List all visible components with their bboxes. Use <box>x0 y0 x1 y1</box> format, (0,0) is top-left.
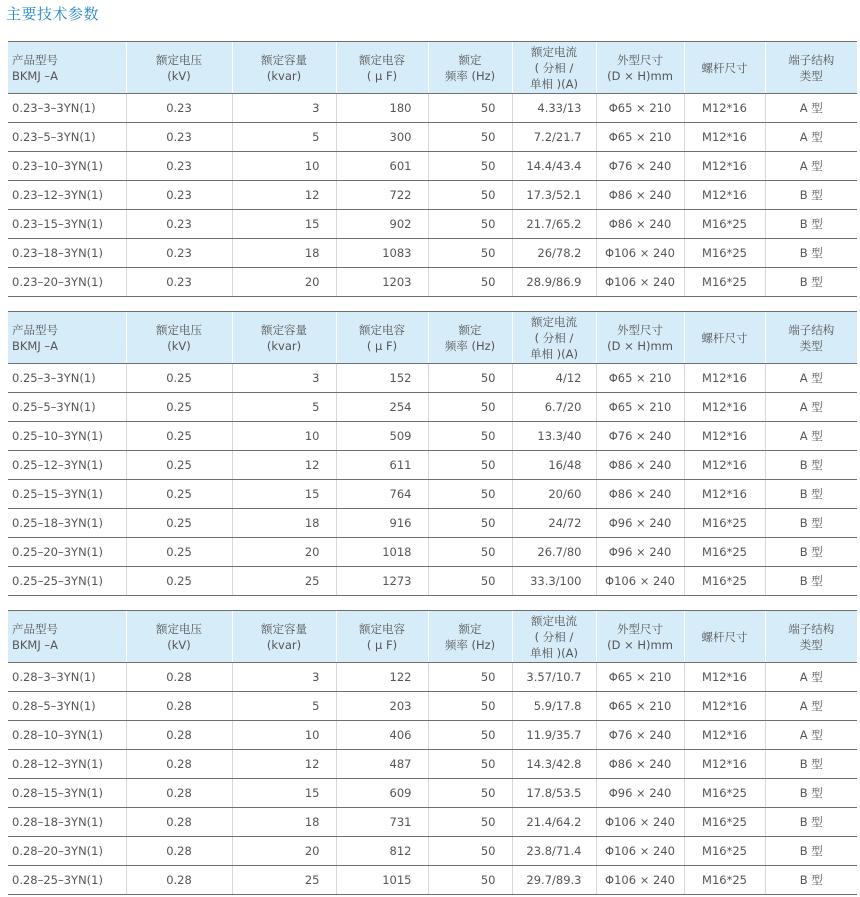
bolt-cell: M12*16 <box>684 692 765 721</box>
frequency-cell: 50 <box>428 451 512 480</box>
current-cell: 4.33/13 <box>512 94 596 123</box>
table-row <box>8 152 857 181</box>
table-row <box>8 509 857 538</box>
model-cell: 0.25–5–3YN(1) <box>8 393 126 422</box>
table-row <box>8 181 857 210</box>
table-row <box>8 210 857 239</box>
terminal-cell: B 型 <box>765 509 857 538</box>
model-cell: 0.28–18–3YN(1) <box>8 808 126 837</box>
frequency-cell: 50 <box>428 567 512 596</box>
voltage-cell: 0.28 <box>126 779 232 808</box>
capacity-cell: 15 <box>232 779 336 808</box>
terminal-cell: A 型 <box>765 692 857 721</box>
col-header-frequency: 额定 频率 (Hz) <box>428 611 512 663</box>
capacitance-cell: 1018 <box>336 538 428 567</box>
capacity-cell: 5 <box>232 123 336 152</box>
capacity-cell: 12 <box>232 750 336 779</box>
bolt-cell: M12*16 <box>684 750 765 779</box>
model-cell: 0.28–10–3YN(1) <box>8 721 126 750</box>
dimensions-cell: Φ96 × 240 <box>596 779 684 808</box>
col-header-frequency: 额定 频率 (Hz) <box>428 42 512 94</box>
page-title: 主要技术参数 <box>6 5 100 23</box>
model-cell: 0.28–15–3YN(1) <box>8 779 126 808</box>
model-cell: 0.28–5–3YN(1) <box>8 692 126 721</box>
col-header-dimensions: 外型尺寸 (D × H)mm <box>596 42 684 94</box>
col-header-model: 产品型号 BKMJ –A <box>8 312 126 364</box>
frequency-cell: 50 <box>428 538 512 567</box>
voltage-cell: 0.25 <box>126 567 232 596</box>
bolt-cell: M16*25 <box>684 866 765 895</box>
dimensions-cell: Φ65 × 210 <box>596 692 684 721</box>
capacitance-cell: 731 <box>336 808 428 837</box>
model-cell: 0.25–18–3YN(1) <box>8 509 126 538</box>
voltage-cell: 0.28 <box>126 692 232 721</box>
col-header-capacity: 额定容量 (kvar) <box>232 312 336 364</box>
frequency-cell: 50 <box>428 866 512 895</box>
voltage-cell: 0.25 <box>126 451 232 480</box>
current-cell: 6.7/20 <box>512 393 596 422</box>
dimensions-cell: Φ106 × 240 <box>596 808 684 837</box>
capacitance-cell: 609 <box>336 779 428 808</box>
voltage-cell: 0.28 <box>126 837 232 866</box>
dimensions-cell: Φ76 × 240 <box>596 721 684 750</box>
capacity-cell: 15 <box>232 210 336 239</box>
current-cell: 3.57/10.7 <box>512 663 596 692</box>
model-cell: 0.23–3–3YN(1) <box>8 94 126 123</box>
terminal-cell: B 型 <box>765 538 857 567</box>
current-cell: 23.8/71.4 <box>512 837 596 866</box>
capacity-cell: 20 <box>232 268 336 297</box>
current-cell: 26/78.2 <box>512 239 596 268</box>
col-header-capacity: 额定容量 (kvar) <box>232 42 336 94</box>
col-header-bolt: 螺杆尺寸 <box>684 611 765 663</box>
col-header-dimensions: 外型尺寸 (D × H)mm <box>596 312 684 364</box>
current-cell: 20/60 <box>512 480 596 509</box>
current-cell: 17.3/52.1 <box>512 181 596 210</box>
table-row <box>8 393 857 422</box>
terminal-cell: B 型 <box>765 239 857 268</box>
capacity-cell: 12 <box>232 451 336 480</box>
capacity-cell: 20 <box>232 837 336 866</box>
spec-table-2 <box>8 311 857 596</box>
terminal-cell: B 型 <box>765 808 857 837</box>
capacity-cell: 5 <box>232 692 336 721</box>
dimensions-cell: Φ106 × 240 <box>596 866 684 895</box>
voltage-cell: 0.28 <box>126 721 232 750</box>
capacity-cell: 3 <box>232 94 336 123</box>
terminal-cell: B 型 <box>765 268 857 297</box>
terminal-cell: B 型 <box>765 480 857 509</box>
frequency-cell: 50 <box>428 239 512 268</box>
table-row <box>8 239 857 268</box>
current-cell: 16/48 <box>512 451 596 480</box>
frequency-cell: 50 <box>428 721 512 750</box>
current-cell: 4/12 <box>512 364 596 393</box>
current-cell: 14.3/42.8 <box>512 750 596 779</box>
table-row <box>8 480 857 509</box>
capacitance-cell: 1203 <box>336 268 428 297</box>
model-cell: 0.25–3–3YN(1) <box>8 364 126 393</box>
voltage-cell: 0.23 <box>126 123 232 152</box>
dimensions-cell: Φ86 × 240 <box>596 210 684 239</box>
dimensions-cell: Φ65 × 210 <box>596 663 684 692</box>
frequency-cell: 50 <box>428 268 512 297</box>
terminal-cell: A 型 <box>765 364 857 393</box>
voltage-cell: 0.23 <box>126 210 232 239</box>
voltage-cell: 0.25 <box>126 422 232 451</box>
frequency-cell: 50 <box>428 692 512 721</box>
capacitance-cell: 254 <box>336 393 428 422</box>
bolt-cell: M12*16 <box>684 422 765 451</box>
bolt-cell: M12*16 <box>684 152 765 181</box>
col-header-capacity: 额定容量 (kvar) <box>232 611 336 663</box>
frequency-cell: 50 <box>428 509 512 538</box>
col-header-voltage: 额定电压 (kV) <box>126 42 232 94</box>
voltage-cell: 0.28 <box>126 866 232 895</box>
table-row <box>8 837 857 866</box>
col-header-capacitance: 额定电容 ( μ F) <box>336 42 428 94</box>
table-row <box>8 721 857 750</box>
frequency-cell: 50 <box>428 364 512 393</box>
col-header-voltage: 额定电压 (kV) <box>126 611 232 663</box>
voltage-cell: 0.23 <box>126 181 232 210</box>
bolt-cell: M12*16 <box>684 364 765 393</box>
capacity-cell: 3 <box>232 364 336 393</box>
capacitance-cell: 203 <box>336 692 428 721</box>
voltage-cell: 0.28 <box>126 663 232 692</box>
frequency-cell: 50 <box>428 808 512 837</box>
capacitance-cell: 916 <box>336 509 428 538</box>
spec-table-3 <box>8 610 857 895</box>
voltage-cell: 0.25 <box>126 393 232 422</box>
frequency-cell: 50 <box>428 210 512 239</box>
capacity-cell: 15 <box>232 480 336 509</box>
capacitance-cell: 122 <box>336 663 428 692</box>
table-header-row <box>8 611 857 663</box>
model-cell: 0.23–5–3YN(1) <box>8 123 126 152</box>
current-cell: 28.9/86.9 <box>512 268 596 297</box>
capacitance-cell: 1015 <box>336 866 428 895</box>
dimensions-cell: Φ106 × 240 <box>596 268 684 297</box>
capacitance-cell: 487 <box>336 750 428 779</box>
dimensions-cell: Φ86 × 240 <box>596 480 684 509</box>
capacity-cell: 5 <box>232 393 336 422</box>
terminal-cell: A 型 <box>765 393 857 422</box>
capacitance-cell: 601 <box>336 152 428 181</box>
dimensions-cell: Φ76 × 240 <box>596 152 684 181</box>
capacitance-cell: 611 <box>336 451 428 480</box>
current-cell: 5.9/17.8 <box>512 692 596 721</box>
dimensions-cell: Φ86 × 240 <box>596 750 684 779</box>
dimensions-cell: Φ96 × 240 <box>596 509 684 538</box>
current-cell: 11.9/35.7 <box>512 721 596 750</box>
col-header-current: 额定电流 ( 分相 / 单相 )(A) <box>512 611 596 663</box>
current-cell: 21.7/65.2 <box>512 210 596 239</box>
capacity-cell: 18 <box>232 239 336 268</box>
capacity-cell: 25 <box>232 866 336 895</box>
voltage-cell: 0.25 <box>126 509 232 538</box>
bolt-cell: M16*25 <box>684 837 765 866</box>
current-cell: 21.4/64.2 <box>512 808 596 837</box>
col-header-frequency: 额定 频率 (Hz) <box>428 312 512 364</box>
capacitance-cell: 1083 <box>336 239 428 268</box>
col-header-terminal: 端子结构 类型 <box>765 611 857 663</box>
terminal-cell: B 型 <box>765 750 857 779</box>
terminal-cell: B 型 <box>765 181 857 210</box>
dimensions-cell: Φ65 × 210 <box>596 94 684 123</box>
capacity-cell: 10 <box>232 152 336 181</box>
terminal-cell: A 型 <box>765 422 857 451</box>
capacitance-cell: 300 <box>336 123 428 152</box>
frequency-cell: 50 <box>428 152 512 181</box>
voltage-cell: 0.23 <box>126 268 232 297</box>
current-cell: 14.4/43.4 <box>512 152 596 181</box>
col-header-model: 产品型号 BKMJ –A <box>8 611 126 663</box>
model-cell: 0.28–12–3YN(1) <box>8 750 126 779</box>
terminal-cell: A 型 <box>765 152 857 181</box>
terminal-cell: B 型 <box>765 779 857 808</box>
frequency-cell: 50 <box>428 480 512 509</box>
frequency-cell: 50 <box>428 94 512 123</box>
bolt-cell: M16*25 <box>684 210 765 239</box>
current-cell: 7.2/21.7 <box>512 123 596 152</box>
capacity-cell: 18 <box>232 509 336 538</box>
terminal-cell: A 型 <box>765 721 857 750</box>
terminal-cell: A 型 <box>765 663 857 692</box>
col-header-terminal: 端子结构 类型 <box>765 42 857 94</box>
terminal-cell: B 型 <box>765 210 857 239</box>
col-header-capacitance: 额定电容 ( μ F) <box>336 312 428 364</box>
table-row <box>8 422 857 451</box>
col-header-current: 额定电流 ( 分相 / 单相 )(A) <box>512 42 596 94</box>
table-row <box>8 750 857 779</box>
terminal-cell: B 型 <box>765 837 857 866</box>
table-row <box>8 451 857 480</box>
bolt-cell: M12*16 <box>684 393 765 422</box>
current-cell: 24/72 <box>512 509 596 538</box>
terminal-cell: B 型 <box>765 567 857 596</box>
model-cell: 0.28–20–3YN(1) <box>8 837 126 866</box>
table-row <box>8 268 857 297</box>
bolt-cell: M12*16 <box>684 663 765 692</box>
capacitance-cell: 812 <box>336 837 428 866</box>
model-cell: 0.28–25–3YN(1) <box>8 866 126 895</box>
bolt-cell: M16*25 <box>684 779 765 808</box>
bolt-cell: M16*25 <box>684 268 765 297</box>
dimensions-cell: Φ65 × 210 <box>596 123 684 152</box>
table-row <box>8 663 857 692</box>
voltage-cell: 0.23 <box>126 239 232 268</box>
bolt-cell: M12*16 <box>684 94 765 123</box>
dimensions-cell: Φ86 × 240 <box>596 181 684 210</box>
voltage-cell: 0.28 <box>126 750 232 779</box>
bolt-cell: M16*25 <box>684 567 765 596</box>
capacity-cell: 10 <box>232 721 336 750</box>
capacity-cell: 3 <box>232 663 336 692</box>
col-header-model: 产品型号 BKMJ –A <box>8 42 126 94</box>
capacitance-cell: 509 <box>336 422 428 451</box>
terminal-cell: B 型 <box>765 866 857 895</box>
capacitance-cell: 764 <box>336 480 428 509</box>
current-cell: 26.7/80 <box>512 538 596 567</box>
model-cell: 0.23–15–3YN(1) <box>8 210 126 239</box>
bolt-cell: M12*16 <box>684 181 765 210</box>
capacity-cell: 10 <box>232 422 336 451</box>
col-header-terminal: 端子结构 类型 <box>765 312 857 364</box>
frequency-cell: 50 <box>428 422 512 451</box>
dimensions-cell: Φ86 × 240 <box>596 451 684 480</box>
frequency-cell: 50 <box>428 837 512 866</box>
frequency-cell: 50 <box>428 181 512 210</box>
current-cell: 29.7/89.3 <box>512 866 596 895</box>
col-header-bolt: 螺杆尺寸 <box>684 42 765 94</box>
dimensions-cell: Φ65 × 210 <box>596 393 684 422</box>
bolt-cell: M16*25 <box>684 808 765 837</box>
current-cell: 17.8/53.5 <box>512 779 596 808</box>
current-cell: 33.3/100 <box>512 567 596 596</box>
col-header-bolt: 螺杆尺寸 <box>684 312 765 364</box>
capacity-cell: 20 <box>232 538 336 567</box>
model-cell: 0.23–18–3YN(1) <box>8 239 126 268</box>
terminal-cell: A 型 <box>765 123 857 152</box>
table-row <box>8 123 857 152</box>
frequency-cell: 50 <box>428 393 512 422</box>
col-header-dimensions: 外型尺寸 (D × H)mm <box>596 611 684 663</box>
table-row <box>8 808 857 837</box>
table-row <box>8 692 857 721</box>
model-cell: 0.25–20–3YN(1) <box>8 538 126 567</box>
table-row <box>8 94 857 123</box>
col-header-current: 额定电流 ( 分相 / 单相 )(A) <box>512 312 596 364</box>
model-cell: 0.25–25–3YN(1) <box>8 567 126 596</box>
dimensions-cell: Φ106 × 240 <box>596 567 684 596</box>
current-cell: 13.3/40 <box>512 422 596 451</box>
frequency-cell: 50 <box>428 123 512 152</box>
frequency-cell: 50 <box>428 779 512 808</box>
model-cell: 0.25–10–3YN(1) <box>8 422 126 451</box>
table-row <box>8 364 857 393</box>
capacity-cell: 12 <box>232 181 336 210</box>
bolt-cell: M12*16 <box>684 480 765 509</box>
table-row <box>8 538 857 567</box>
bolt-cell: M12*16 <box>684 451 765 480</box>
voltage-cell: 0.23 <box>126 152 232 181</box>
spec-table-1 <box>8 41 857 297</box>
model-cell: 0.23–12–3YN(1) <box>8 181 126 210</box>
capacitance-cell: 1273 <box>336 567 428 596</box>
capacitance-cell: 902 <box>336 210 428 239</box>
voltage-cell: 0.28 <box>126 808 232 837</box>
dimensions-cell: Φ96 × 240 <box>596 538 684 567</box>
col-header-voltage: 额定电压 (kV) <box>126 312 232 364</box>
table-row <box>8 866 857 895</box>
bolt-cell: M16*25 <box>684 538 765 567</box>
dimensions-cell: Φ65 × 210 <box>596 364 684 393</box>
voltage-cell: 0.25 <box>126 364 232 393</box>
dimensions-cell: Φ76 × 240 <box>596 422 684 451</box>
model-cell: 0.23–10–3YN(1) <box>8 152 126 181</box>
bolt-cell: M12*16 <box>684 123 765 152</box>
table-header-row <box>8 312 857 364</box>
capacitance-cell: 722 <box>336 181 428 210</box>
voltage-cell: 0.23 <box>126 94 232 123</box>
voltage-cell: 0.25 <box>126 538 232 567</box>
model-cell: 0.23–20–3YN(1) <box>8 268 126 297</box>
table-row <box>8 779 857 808</box>
frequency-cell: 50 <box>428 750 512 779</box>
table-row <box>8 567 857 596</box>
model-cell: 0.28–3–3YN(1) <box>8 663 126 692</box>
capacitance-cell: 152 <box>336 364 428 393</box>
voltage-cell: 0.25 <box>126 480 232 509</box>
model-cell: 0.25–12–3YN(1) <box>8 451 126 480</box>
frequency-cell: 50 <box>428 663 512 692</box>
dimensions-cell: Φ106 × 240 <box>596 837 684 866</box>
terminal-cell: A 型 <box>765 94 857 123</box>
terminal-cell: B 型 <box>765 451 857 480</box>
bolt-cell: M16*25 <box>684 509 765 538</box>
bolt-cell: M12*16 <box>684 721 765 750</box>
model-cell: 0.25–15–3YN(1) <box>8 480 126 509</box>
capacity-cell: 25 <box>232 567 336 596</box>
capacitance-cell: 180 <box>336 94 428 123</box>
col-header-capacitance: 额定电容 ( μ F) <box>336 611 428 663</box>
capacitance-cell: 406 <box>336 721 428 750</box>
bolt-cell: M16*25 <box>684 239 765 268</box>
dimensions-cell: Φ106 × 240 <box>596 239 684 268</box>
table-header-row <box>8 42 857 94</box>
capacity-cell: 18 <box>232 808 336 837</box>
